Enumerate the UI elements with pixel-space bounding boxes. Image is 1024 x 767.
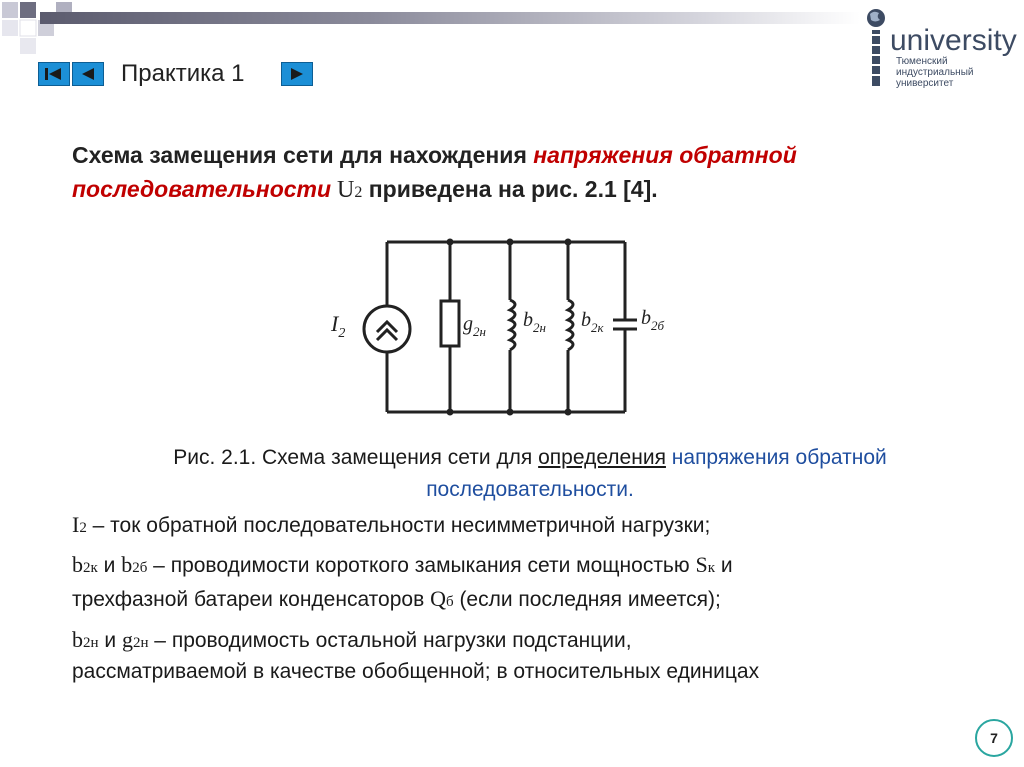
university-logo: [862, 4, 1022, 94]
desc-line-5: [72, 656, 992, 688]
caption-part1: Рис. 2.1. Схема замещения сети для: [173, 446, 539, 469]
desc-line-2: [72, 549, 992, 584]
desc-text: и: [715, 554, 733, 577]
desc-sym: b: [72, 552, 83, 577]
caption-underlined: определения: [538, 446, 666, 469]
top-gradient-bar: [40, 12, 860, 24]
desc-sym: I: [72, 512, 80, 537]
nav-prev-button[interactable]: [72, 62, 104, 86]
figure-caption: [100, 442, 960, 506]
desc-sub: к: [707, 560, 716, 576]
nav-next-button[interactable]: [281, 62, 313, 86]
caption-blue: напряжения обратной последовательности.: [426, 446, 887, 501]
slide-title: Практика 1: [121, 60, 245, 87]
desc-sym: b: [72, 627, 83, 652]
desc-text: трехфазной батареи конденсаторов: [72, 588, 431, 611]
logo-tagline-2: индустриальный: [896, 67, 974, 78]
skip-first-icon: [43, 66, 65, 82]
page-number: 7: [975, 719, 1013, 757]
nav-back-group: [38, 62, 104, 86]
label-i2: $I_2$: [331, 311, 346, 341]
desc-sub: 2н: [83, 635, 99, 651]
desc-text: рассматриваемой в качестве обобщенной; в относительных единицах: [72, 660, 760, 683]
desc-sub: 2к: [83, 560, 98, 576]
label-b2n: $b_{2н}$: [523, 309, 546, 335]
desc-text: и: [97, 554, 122, 577]
desc-text: и: [98, 629, 122, 652]
circuit-diagram: [325, 228, 685, 423]
nav-first-button[interactable]: [38, 62, 70, 86]
desc-line-4: [72, 624, 992, 659]
desc-sub: 2: [79, 520, 87, 536]
desc-sym: g: [121, 627, 133, 652]
heading-red: напряжения обратной последовательности: [72, 142, 797, 202]
label-g2n: $g_{2н}$: [463, 313, 486, 339]
heading-text: [72, 138, 952, 210]
logo-tagline-1: Тюменский: [896, 56, 948, 67]
source-arrow-icon: [377, 322, 397, 340]
desc-text: – проводимости короткого замыкания сети мощностью: [147, 554, 696, 577]
desc-sub: 2н: [132, 635, 149, 651]
corner-decoration: [0, 0, 80, 60]
heading-part1: Схема замещения сети для нахождения: [72, 142, 534, 168]
inductor-b2k: [568, 300, 573, 350]
desc-text: – проводимость остальной нагрузки подстанции,: [148, 629, 632, 652]
desc-text: – ток обратной последовательности несимметричной нагрузки;: [86, 514, 711, 537]
desc-sym: Q: [430, 586, 446, 611]
desc-sub: б: [445, 594, 454, 610]
inductor-b2n: [510, 300, 515, 350]
resistor-g2n: [441, 301, 459, 346]
desc-sym: S: [695, 552, 708, 577]
label-b2k: $b_{2к}$: [581, 309, 604, 335]
globe-icon: [867, 9, 885, 27]
desc-text: (если последняя имеется);: [453, 588, 721, 611]
nav-forward-group: [281, 62, 313, 86]
desc-sym: b: [121, 552, 133, 577]
desc-line-1: [72, 509, 992, 544]
logo-brand: university: [890, 24, 1017, 57]
next-icon: [286, 66, 308, 82]
label-b2b: $b_{2б}$: [641, 307, 665, 333]
heading-symbol: U: [331, 177, 355, 203]
heading-part3: приведена на рис. 2.1 [4].: [362, 176, 658, 202]
prev-icon: [77, 66, 99, 82]
desc-line-3: [72, 583, 992, 618]
desc-sub: 2б: [132, 560, 148, 576]
heading-subscript: 2: [354, 184, 363, 201]
logo-tagline-3: университет: [896, 78, 954, 89]
